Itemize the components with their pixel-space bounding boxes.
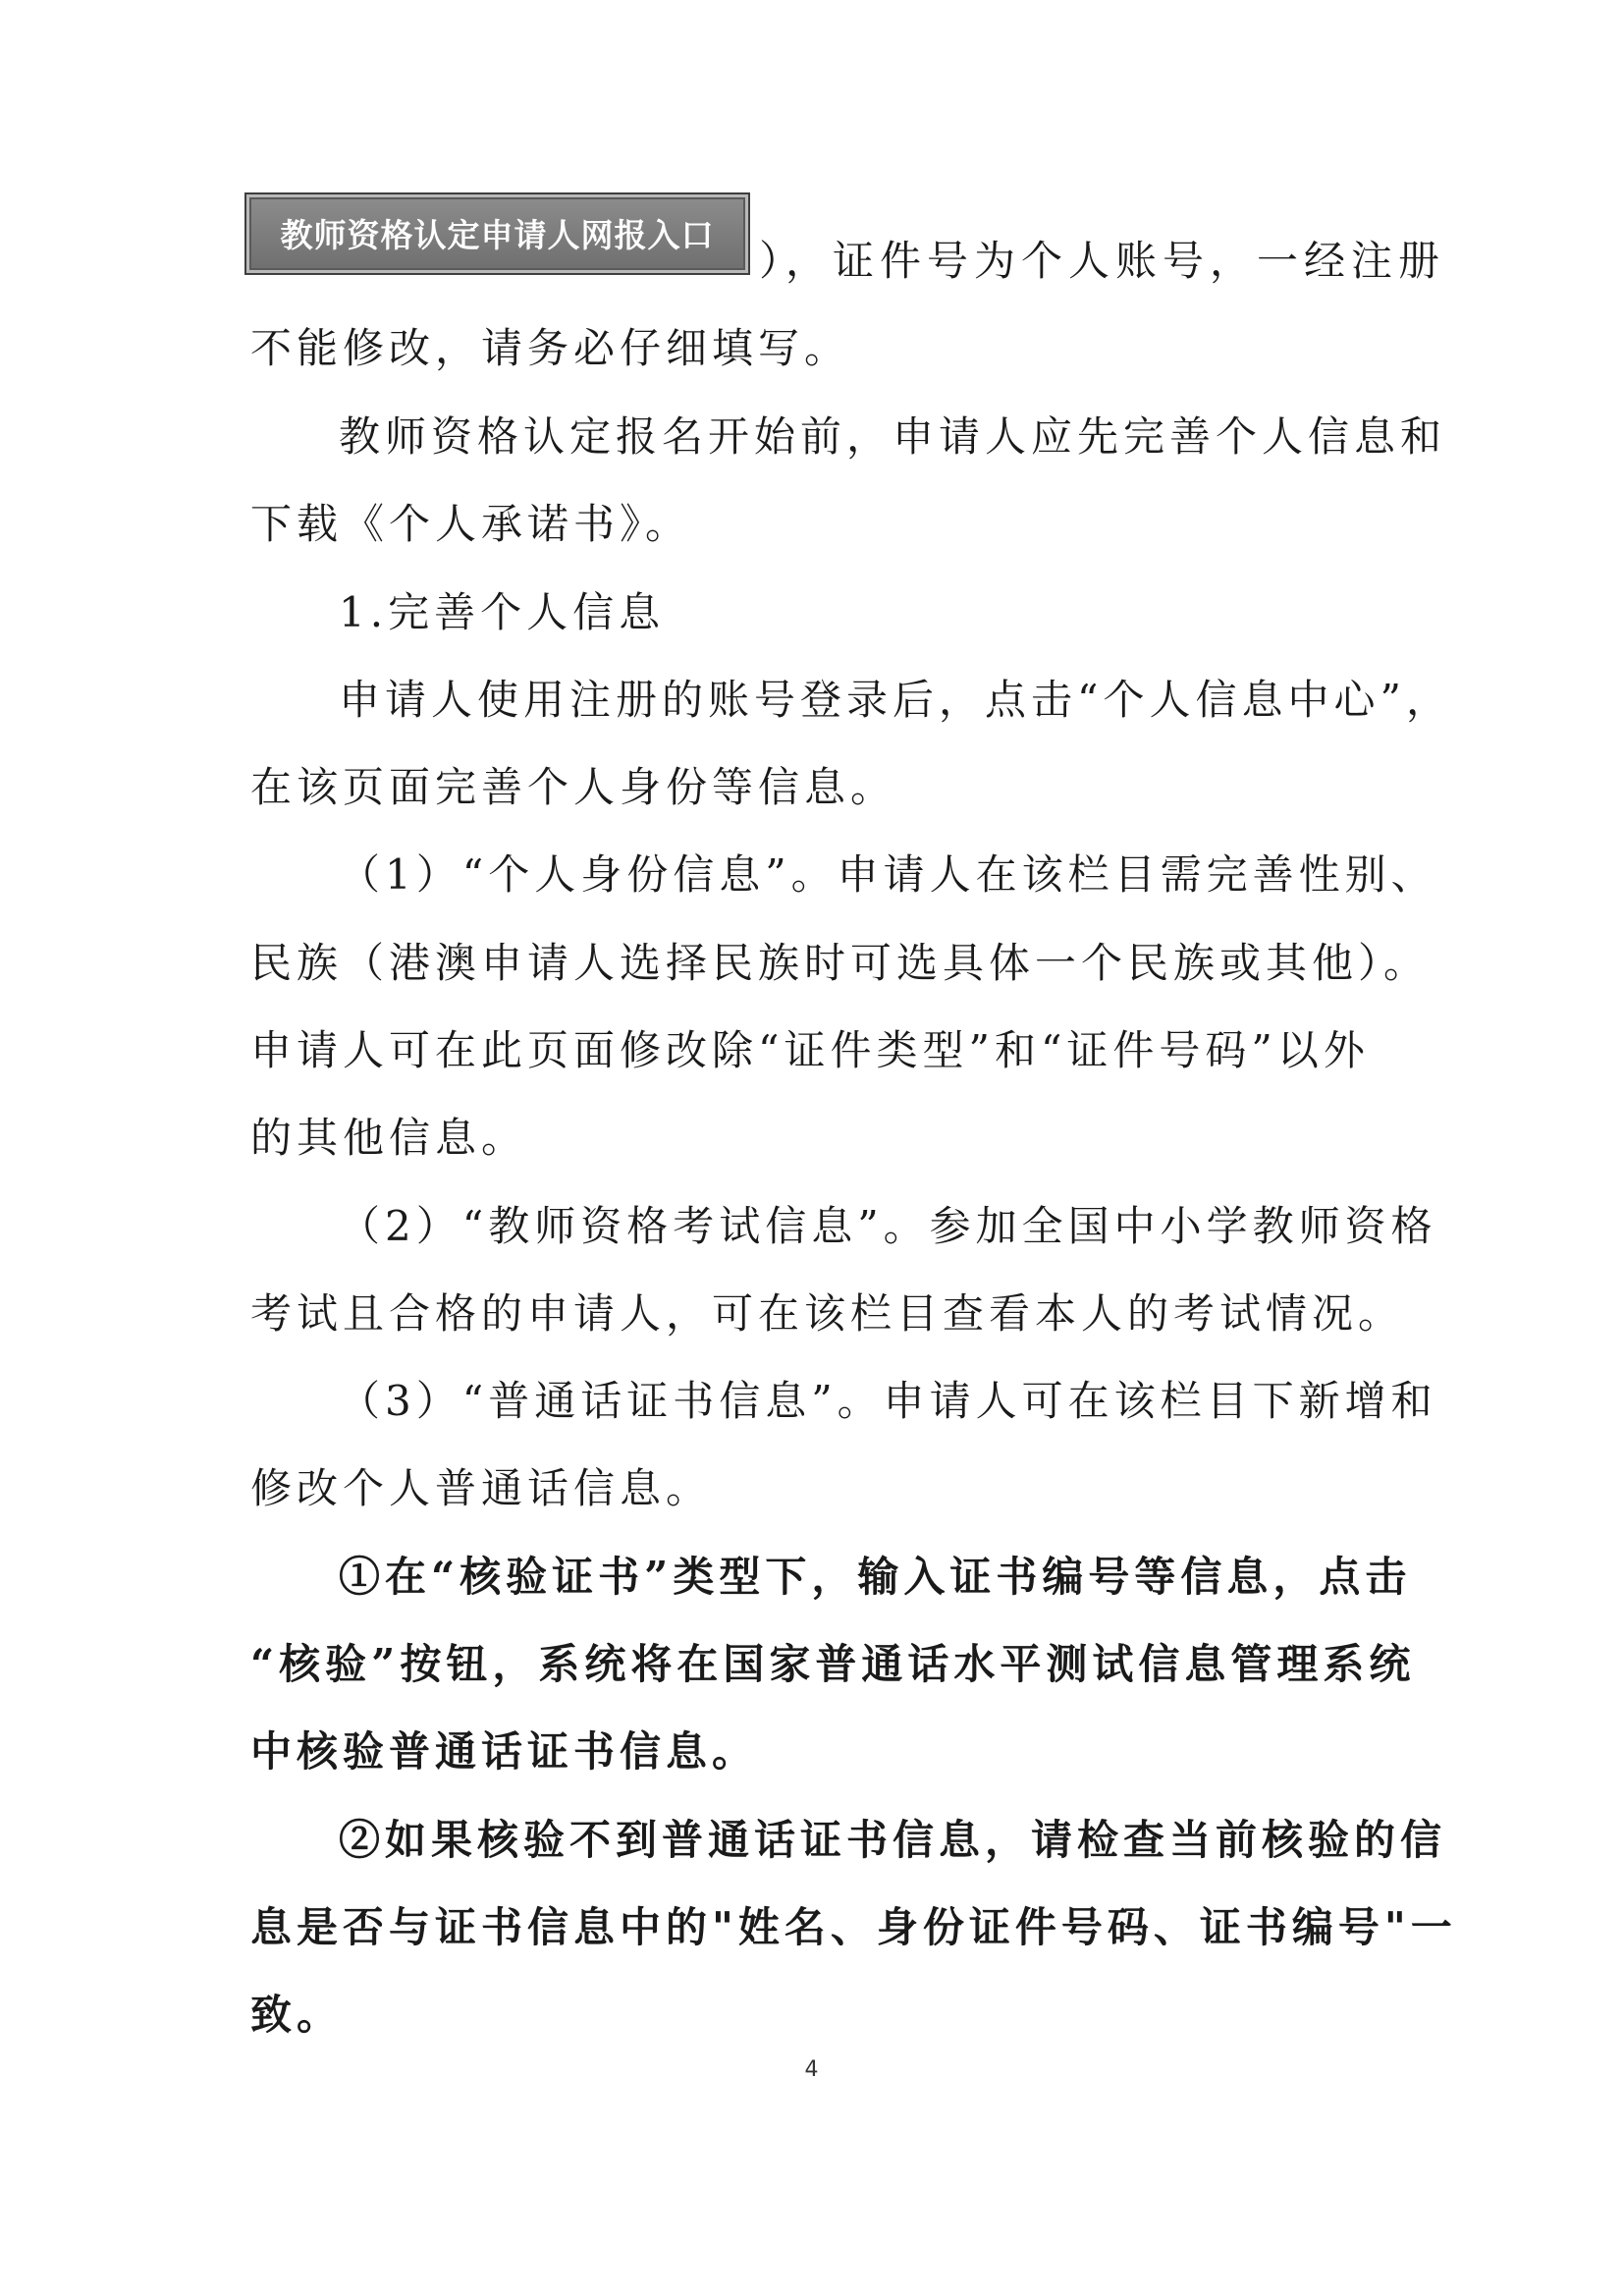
text-line-3: 教师资格认定报名开始前，申请人应先完善个人信息和: [339, 412, 1447, 461]
text-line-16: ①在“核验证书”类型下，输入证书编号等信息，点击: [339, 1553, 1412, 1601]
text-line-4: 下载《个人承诺书》。: [250, 500, 692, 548]
text-line-9: 民族（港澳申请人选择民族时可选具体一个民族或其他）。: [250, 939, 1431, 987]
text-line-20: 息是否与证书信息中的"姓名、身份证件号码、证书编号"一: [250, 1903, 1457, 1951]
text-line-21: 致。: [250, 1991, 344, 2039]
text-line-1: ），证件号为个人账号，一经注册: [759, 237, 1446, 285]
text-line-7: 在该页面完善个人身份等信息。: [250, 763, 897, 811]
text-line-8: （1）“个人身份信息”。申请人在该栏目需完善性别、: [339, 850, 1437, 899]
text-line-13: 考试且合格的申请人，可在该栏目查看本人的考试情况。: [250, 1289, 1405, 1338]
teacher-qualification-portal-button[interactable]: 教师资格认定申请人网报入口: [244, 192, 750, 275]
text-line-2: 不能修改，请务必仔细填写。: [250, 324, 851, 372]
text-line-19: ②如果核验不到普通话证书信息，请检查当前核验的信: [339, 1816, 1447, 1864]
text-line-18: 中核验普通话证书信息。: [250, 1727, 759, 1776]
section-heading-complete-personal-info: 1.完善个人信息: [339, 588, 666, 636]
text-line-11: 的其他信息。: [250, 1114, 528, 1162]
text-line-14: （3）“普通话证书信息”。申请人可在该栏目下新增和: [339, 1377, 1437, 1425]
text-line-15: 修改个人普通话信息。: [250, 1464, 713, 1512]
text-line-17: “核验”按钮，系统将在国家普通话水平测试信息管理系统: [250, 1640, 1416, 1688]
text-line-12: （2）“教师资格考试信息”。参加全国中小学教师资格: [339, 1202, 1437, 1250]
text-line-6: 申请人使用注册的账号登录后，点击“个人信息中心”，: [339, 676, 1452, 724]
page-number: 4: [804, 2057, 819, 2082]
text-line-10: 申请人可在此页面修改除“证件类型”和“证件号码”以外: [250, 1026, 1370, 1074]
